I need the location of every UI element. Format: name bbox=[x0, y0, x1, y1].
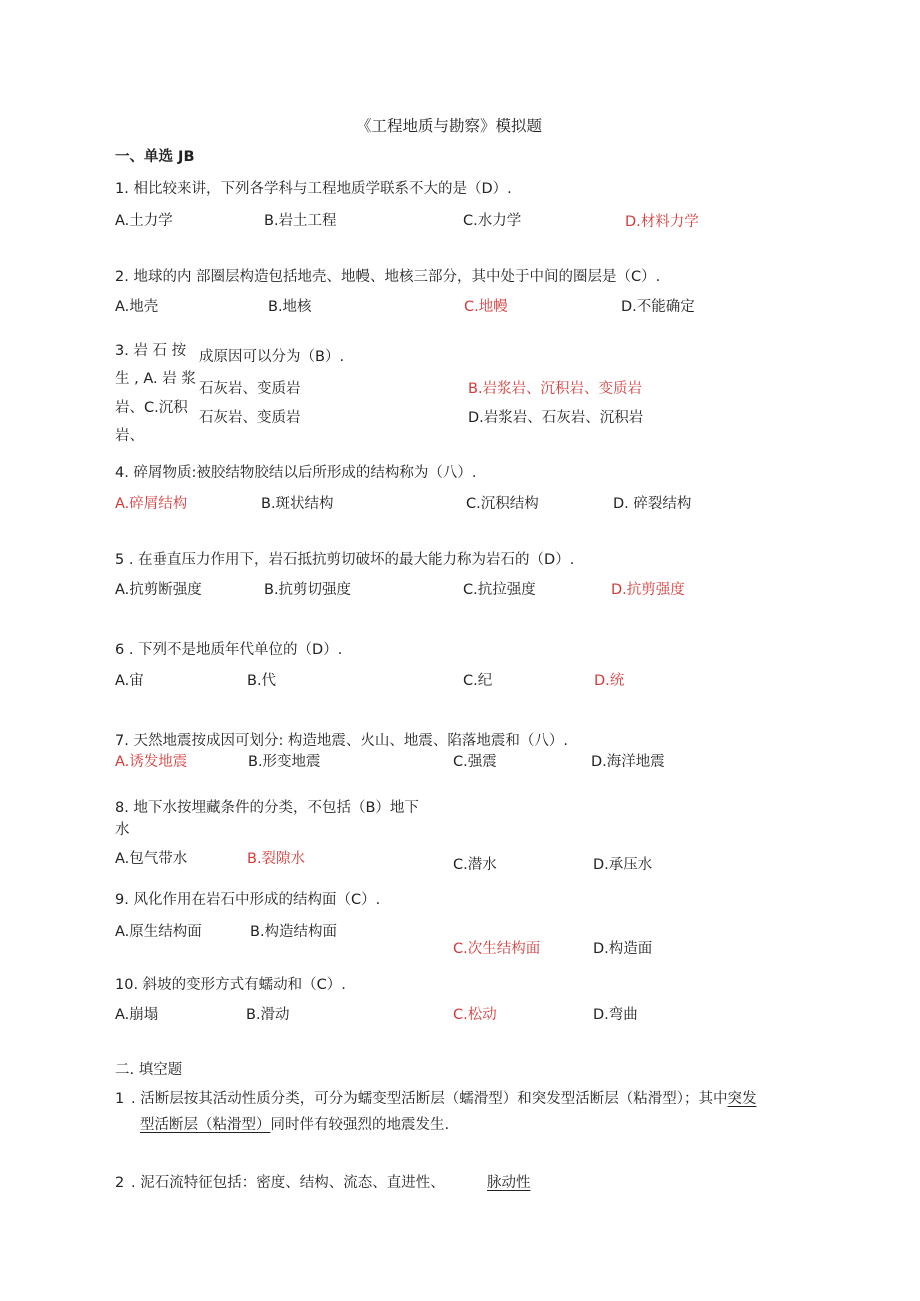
q2-option-c-answer: C.地幔 bbox=[464, 299, 508, 315]
q3-option-c: 石灰岩、变质岩 bbox=[199, 410, 301, 426]
fill-2-number: 2 bbox=[115, 1175, 125, 1191]
q8-option-a: A.包气带水 bbox=[115, 851, 188, 867]
q9-option-a: A.原生结构面 bbox=[115, 924, 202, 940]
question-3-stem-right: 成原因可以分为（B）. bbox=[199, 349, 345, 365]
q8-option-d: D.承压水 bbox=[593, 857, 653, 873]
q7-option-d: D.海洋地震 bbox=[591, 754, 665, 770]
fill-1-text-1: . 活断层按其活动性质分类，可分为蠕变型活断层（蠕滑型）和突发型活断层（粘滑型）；其中 bbox=[131, 1091, 728, 1107]
q6-option-b: B.代 bbox=[247, 673, 277, 689]
q2-option-d: D.不能确定 bbox=[621, 299, 695, 315]
fill-2-answer: 脉动性 bbox=[487, 1175, 531, 1191]
question-3-stem-left-1: 3. 岩 石 按 bbox=[115, 343, 187, 359]
question-3-stem-left-2: 生 , A. 岩 浆 bbox=[115, 371, 196, 387]
q5-option-b: B.抗剪切强度 bbox=[264, 582, 352, 598]
q5-option-c: C.抗拉强度 bbox=[463, 582, 536, 598]
fill-2-text: . 泥石流特征包括：密度、结构、流态、直进性、 bbox=[131, 1175, 445, 1191]
question-3-stem-left-4: 岩、 bbox=[115, 428, 144, 444]
q1-option-a: A.土力学 bbox=[115, 213, 173, 229]
doc-title: 《工程地质与勘察》模拟题 bbox=[356, 117, 543, 135]
question-4-stem: 4. 碎屑物质:被胶结物胶结以后所形成的结构称为（八）. bbox=[115, 465, 477, 481]
question-3-stem-left-3: 岩、C.沉积 bbox=[115, 400, 188, 416]
q6-option-c: C.纪 bbox=[463, 673, 493, 689]
q7-option-c: C.强震 bbox=[453, 754, 497, 770]
q3-option-d: D.岩浆岩、石灰岩、沉积岩 bbox=[468, 410, 644, 426]
question-5-stem: 5 . 在垂直压力作用下，岩石抵抗剪切破坏的最大能力称为岩石的（D）. bbox=[115, 552, 575, 568]
q1-option-c: C.水力学 bbox=[463, 213, 522, 229]
q9-option-c-answer: C.次生结构面 bbox=[453, 941, 541, 957]
q8-option-b-answer: B.裂隙水 bbox=[247, 851, 306, 867]
q10-option-d: D.弯曲 bbox=[593, 1007, 638, 1023]
question-8-stem: 8. 地下水按埋藏条件的分类，不包括（B）地下 bbox=[115, 800, 419, 816]
q9-option-d: D.构造面 bbox=[593, 941, 653, 957]
q1-option-d-answer: D.材料力学 bbox=[625, 214, 699, 230]
q2-option-b: B.地核 bbox=[268, 299, 312, 315]
q3-option-a: 石灰岩、变质岩 bbox=[199, 381, 301, 397]
q7-option-b: B.形变地震 bbox=[248, 754, 321, 770]
q3-option-b-answer: B.岩浆岩、沉积岩、变质岩 bbox=[468, 381, 643, 397]
q4-option-d: D. 碎裂结构 bbox=[613, 496, 692, 512]
fill-1-line-1 bbox=[131, 1090, 756, 1108]
q5-option-a: A.抗剪断强度 bbox=[115, 582, 202, 598]
q4-option-c: C.沉积结构 bbox=[466, 496, 539, 512]
fill-1-number: 1 bbox=[115, 1091, 125, 1107]
fill-1-answer-part-2: 型活断层（粘滑型） bbox=[140, 1117, 271, 1133]
question-10-stem: 10. 斜坡的变形方式有蠕动和（C）. bbox=[115, 977, 346, 993]
question-1-stem: 1. 相比较来讲，下列各学科与工程地质学联系不大的是（D）. bbox=[115, 181, 512, 197]
q1-option-b: B.岩土工程 bbox=[264, 213, 337, 229]
question-6-stem: 6 . 下列不是地质年代单位的（D）. bbox=[115, 642, 343, 658]
section-heading-single-choice: 一、单选 JB bbox=[115, 149, 195, 165]
q9-option-b: B.构造结构面 bbox=[250, 924, 338, 940]
q4-option-b: B.斑状结构 bbox=[261, 496, 334, 512]
q4-option-a-answer: A.碎屑结构 bbox=[115, 496, 188, 512]
fill-1-line-2 bbox=[140, 1116, 449, 1134]
q5-option-d-answer: D.抗剪强度 bbox=[611, 582, 685, 598]
q8-option-c: C.潜水 bbox=[453, 857, 497, 873]
section-heading-fill-blank: 二. 填空题 bbox=[115, 1062, 183, 1078]
q10-option-a: A.崩塌 bbox=[115, 1007, 159, 1023]
q2-option-a: A.地壳 bbox=[115, 299, 159, 315]
fill-1-answer-part-1: 突发 bbox=[727, 1091, 757, 1107]
question-7-stem: 7. 天然地震按成因可划分: 构造地震、火山、地震、陷落地震和（八）. bbox=[115, 733, 569, 749]
q10-option-b: B.滑动 bbox=[246, 1007, 290, 1023]
q6-option-d-answer: D.统 bbox=[594, 673, 625, 689]
q7-option-a-answer: A.诱发地震 bbox=[115, 754, 188, 770]
fill-1-text-2: 同时伴有较强烈的地震发生. bbox=[270, 1117, 450, 1133]
question-9-stem: 9. 风化作用在岩石中形成的结构面（C）. bbox=[115, 892, 381, 908]
question-2-stem: 2. 地球的内 部圈层构造包括地壳、地幔、地核三部分，其中处于中间的圈层是（C）. bbox=[115, 269, 661, 285]
q10-option-c-answer: C.松动 bbox=[453, 1007, 497, 1023]
question-8-stem-cont: 水 bbox=[115, 822, 130, 838]
q6-option-a: A.宙 bbox=[115, 673, 144, 689]
